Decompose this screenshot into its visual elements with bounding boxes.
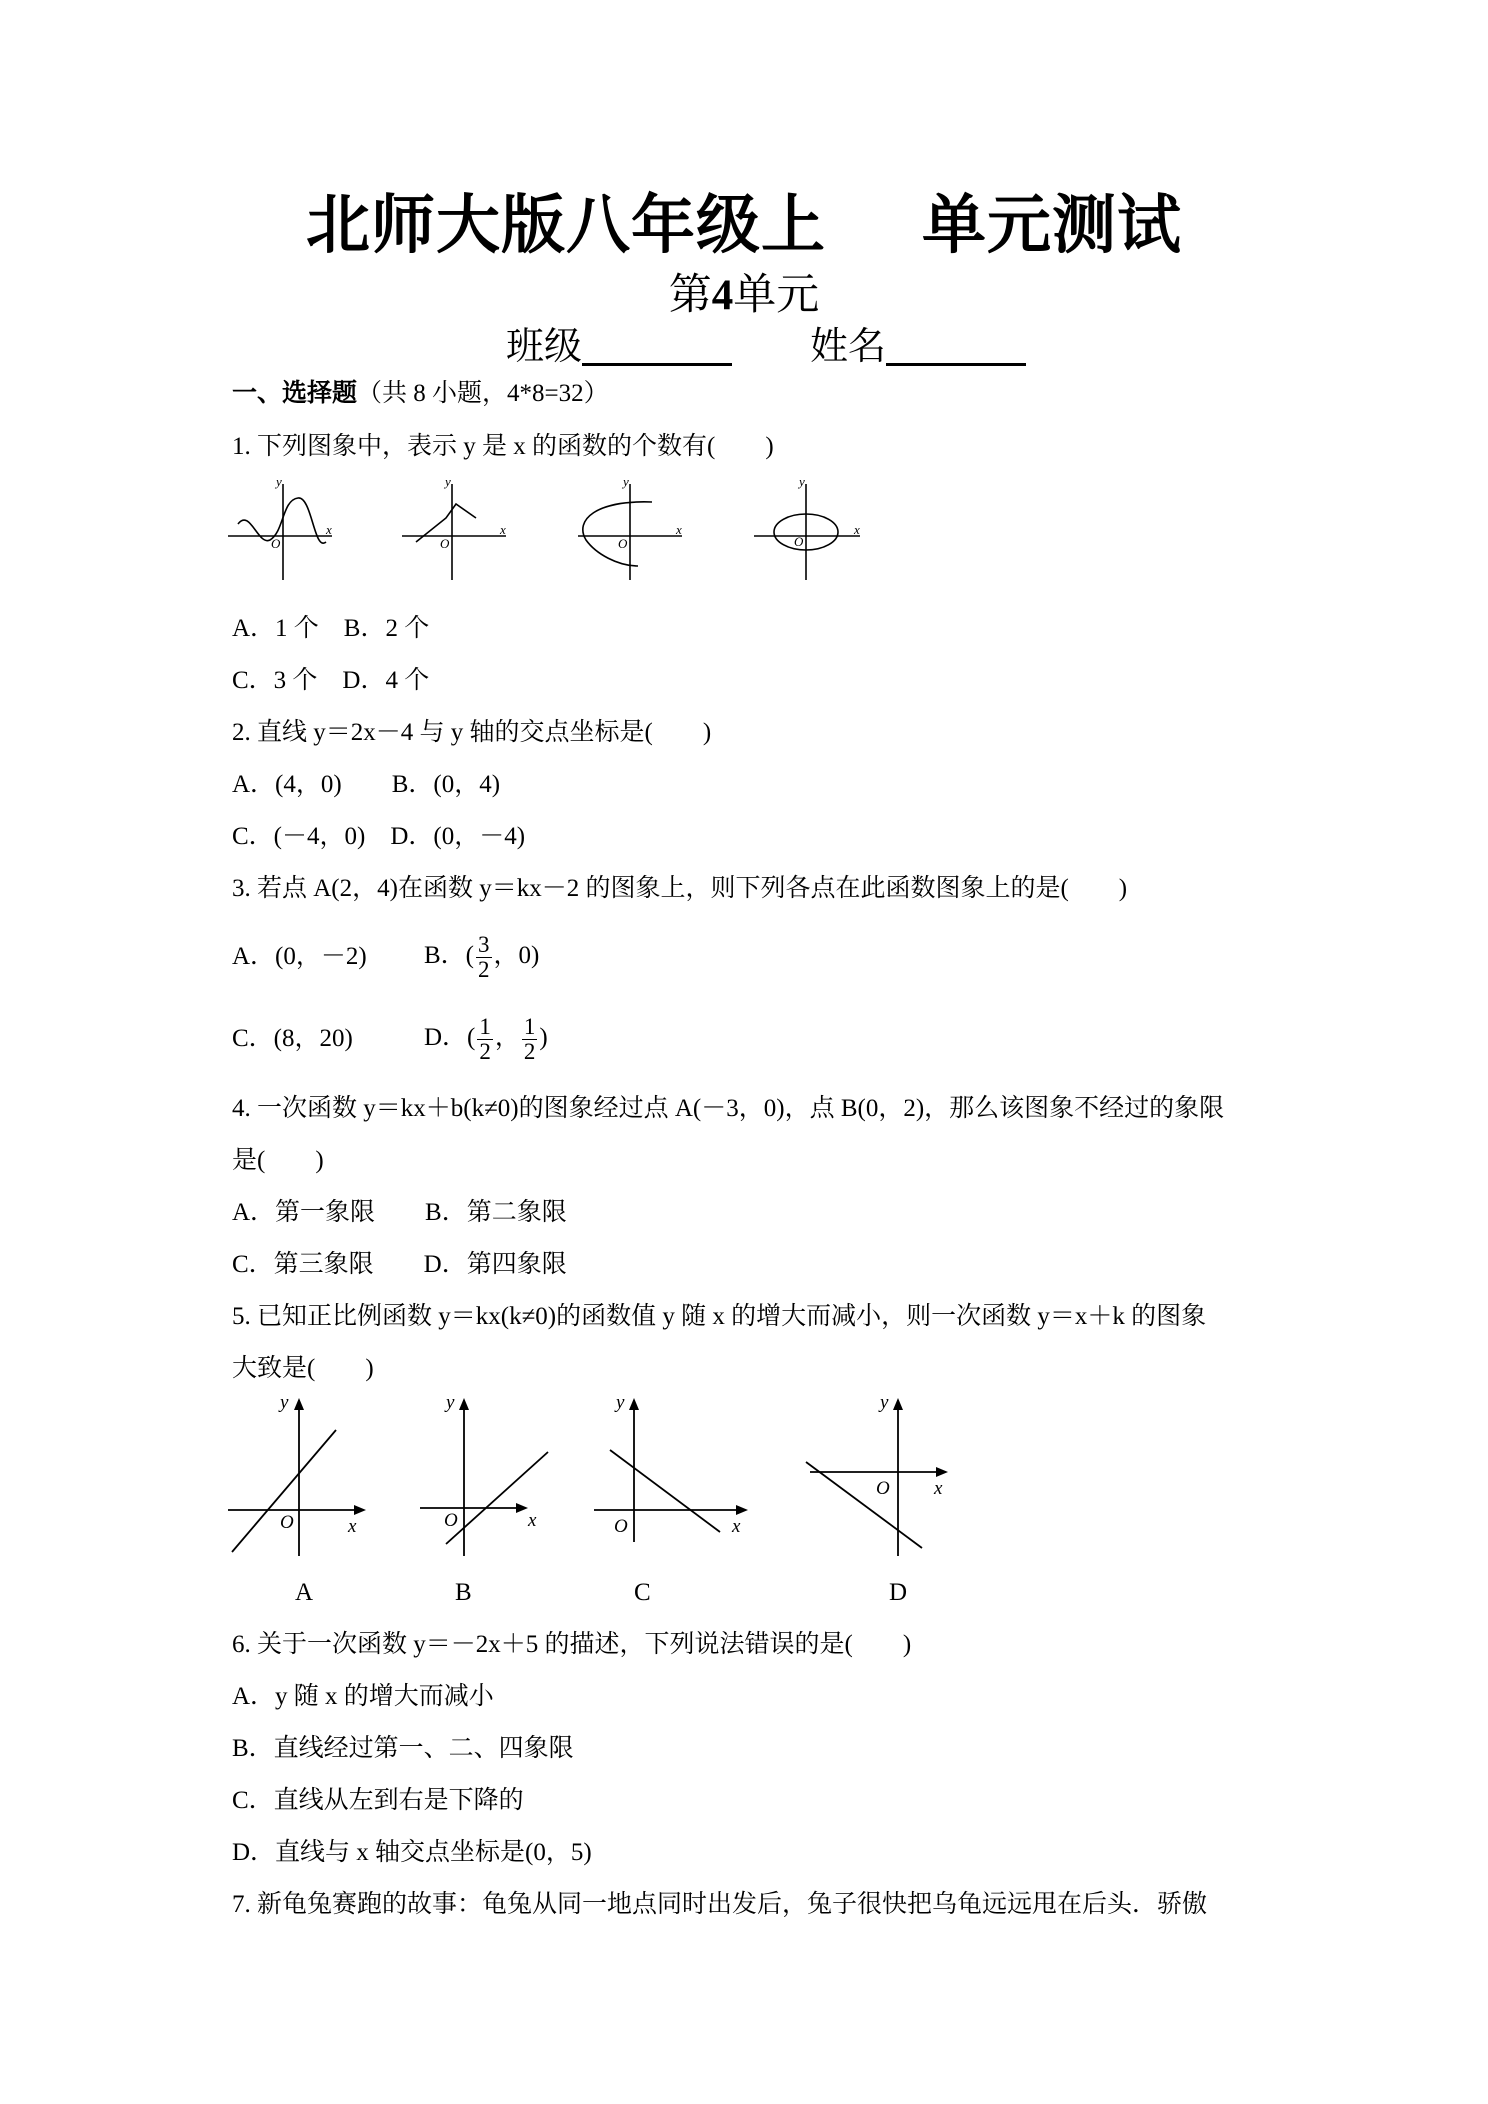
class-label: 班级 (506, 326, 583, 368)
q5-graph-b (420, 1404, 548, 1556)
q3-option-a: A．(0，－2) (232, 943, 367, 970)
title-left: 北师大版八年级上 (306, 189, 826, 263)
q4-options-ab: A．第一象限 B．第二象限 (232, 1199, 567, 1226)
q5-label-b: B (455, 1579, 472, 1606)
question-1-stem: 1. 下列图象中，表示 y 是 x 的函数的个数有( ) (232, 433, 774, 460)
title-right: 单元测试 (922, 189, 1182, 263)
question-4-stem-line2: 是( ) (232, 1147, 324, 1174)
q5-label-a: A (295, 1579, 314, 1606)
svg-text:y: y (623, 474, 629, 489)
svg-text:O: O (271, 536, 281, 551)
section-note: （共 8 小题，4*8=32） (357, 380, 609, 407)
svg-text:x: x (854, 522, 860, 537)
fraction-3-2: $\frac{3}{2}$ (478, 931, 490, 982)
question-5-stem-line1: 5. 已知正比例函数 y＝kx(k≠0)的函数值 y 随 x 的增大而减小，则一次函数 y＝x＋k 的图象 (232, 1303, 1207, 1330)
q1-graphs (0, 470, 1488, 590)
question-3-stem: 3. 若点 A(2，4)在函数 y＝kx－2 的图象上，则下列各点在此函数图象上的是( ) (232, 875, 1128, 902)
fraction-1-2-b: $\frac{1}{2}$ (523, 1013, 536, 1064)
q4-options-cd: C．第三象限 D．第四象限 (232, 1251, 567, 1278)
svg-text:x: x (934, 1478, 943, 1499)
q5-graph-d (806, 1404, 942, 1556)
q1-options-cd: C．3 个 D．4 个 (232, 667, 430, 694)
q1-graph-1 (228, 484, 332, 580)
svg-text:y: y (880, 1392, 889, 1413)
svg-text:O: O (794, 534, 804, 549)
svg-text:y: y (445, 474, 451, 489)
svg-text:y: y (276, 474, 282, 489)
q3-option-d: D．( $\frac{1}{2}$ ， $\frac{1}{2}$ ) (424, 1013, 548, 1064)
unit-suffix: 单元 (733, 270, 820, 320)
q3-option-c: C．(8，20) (232, 1025, 353, 1052)
svg-text:x: x (676, 522, 682, 537)
question-6-stem: 6. 关于一次函数 y＝－2x＋5 的描述，下列说法错误的是( ) (232, 1631, 912, 1658)
section-title: 一、选择题 (232, 378, 358, 407)
fraction-1-2-a: $\frac{1}{2}$ (479, 1013, 491, 1064)
svg-text:y: y (280, 1392, 289, 1413)
svg-text:y: y (446, 1392, 455, 1413)
q5-graphs (0, 1390, 1488, 1570)
q6-option-a: A．y 随 x 的增大而减小 (232, 1683, 494, 1710)
name-label: 姓名 (810, 326, 887, 368)
question-2-stem: 2. 直线 y＝2x－4 与 y 轴的交点坐标是( ) (232, 719, 712, 746)
question-4-stem-line1: 4. 一次函数 y＝kx＋b(k≠0)的图象经过点 A(－3，0)，点 B(0，2)，那么该图象不经过的象限 (232, 1095, 1225, 1122)
q1-options-ab: A．1 个 B．2 个 (232, 615, 430, 642)
question-5-stem-line2: 大致是( ) (232, 1355, 374, 1382)
svg-text:x: x (500, 522, 506, 537)
name-blank (886, 329, 1026, 366)
svg-text:O: O (618, 536, 628, 551)
q6-option-c: C．直线从左到右是下降的 (232, 1787, 524, 1814)
svg-text:O: O (444, 1510, 458, 1531)
question-7-stem: 7. 新龟兔赛跑的故事：龟兔从同一地点同时出发后，兔子很快把乌龟远远甩在后头．骄傲 (232, 1891, 1208, 1918)
q1-graph-2 (402, 484, 506, 580)
q6-option-b: B．直线经过第一、二、四象限 (232, 1735, 574, 1762)
page-title (0, 189, 1488, 263)
q5-label-d: D (889, 1579, 908, 1606)
svg-text:x: x (326, 522, 332, 537)
q6-option-d: D．直线与 x 轴交点坐标是(0，5) (232, 1839, 592, 1866)
q5-label-c: C (634, 1579, 651, 1606)
q2-options-cd: C．(－4，0) D．(0，－4) (232, 823, 526, 850)
student-info-line (506, 328, 1026, 366)
unit-number: 4 (711, 272, 734, 319)
class-blank (582, 329, 732, 366)
q3-option-b: B．( $\frac{3}{2}$ ，0) (424, 931, 540, 982)
svg-text:y: y (616, 1392, 625, 1413)
q1-graph-4 (754, 484, 860, 580)
unit-subtitle (0, 270, 1488, 320)
q2-options-ab: A．(4，0) B．(0，4) (232, 771, 501, 798)
svg-text:x: x (732, 1516, 741, 1537)
unit-prefix: 第 (668, 270, 712, 320)
section-heading (232, 380, 609, 406)
svg-text:O: O (440, 536, 450, 551)
svg-text:x: x (528, 1510, 537, 1531)
svg-text:y: y (799, 474, 805, 489)
svg-text:x: x (348, 1516, 357, 1537)
svg-text:O: O (876, 1478, 890, 1499)
q1-graph-3 (578, 484, 682, 580)
q5-graph-a (228, 1404, 362, 1556)
svg-text:O: O (280, 1512, 294, 1533)
svg-text:O: O (614, 1516, 628, 1537)
